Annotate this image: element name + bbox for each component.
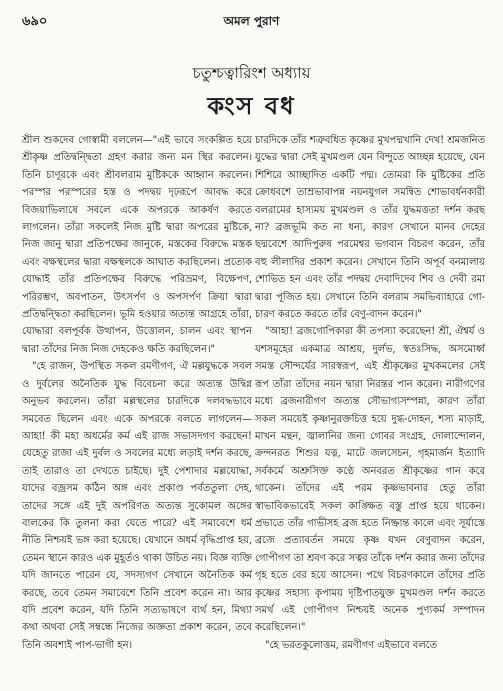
running-header: অমল পুরাণ	[223, 14, 280, 28]
paragraph: "আহা! ব্রজগোপিকারা কী তপস্যা করেছেন! শ্রী, ঐশ্বর্য ও যশসমূহের একমাত্র আশ্রয়, দুর্লভ, স্বতঃসিদ্ধ, অসমোর্ধ্ব সমস্ত সৌন্দর্যের সারস্বরূপ, এই শ্রীকৃষ্ণের মুখকমলের সেই রূপ তাঁরা তাঁদের নয়ন দ্বারা নিরন্তর পান করেন। নারীগণের মধ্যে ব্রজনারীগণ অত্যন্ত সৌভাগ্যসম্পন্না, কারণ তাঁরা সকল সময়েই কৃষ্ণানুরক্তচিত্ত হয়ে দুগ্ধ-দোহন, শস্য মাড়াই, মাখন মন্থন, জ্বালানির জন্য গোবর সংগ্রহ, দোলান্দোলন, ক্রন্দনরত শিশুর যত্ন, মাটে জলসেচন, গৃহমার্জন ইত্যাদি সর্বকর্মে অশ্রুসিক্ত কণ্ঠে অনবরত শ্রীকৃষ্ণের গান করে থাকেন। তাঁদের এই পরম কৃষ্ণভাবনার হেতু তাঁরা স্বাভাবিকভাবেই সকল কাঙ্ক্ষিত বস্তু প্রাপ্ত হয়ে থাকেন। প্রভাতে তাঁর গাভীসহ ব্রজ হতে নিষ্ক্রান্ত কালে এবং সূর্যাস্তে ব্রজে প্রত্যাবর্তন সময়ে কৃষ্ণ যখন বেণুবাদন করেন, গোপীগণ তা শ্রবণ করে সত্বর তাঁকে দর্শন করার জন্য তাঁদের গৃহ হতে বের হয়ে আসেন। পথে বিচরণকালে তাঁদের প্রতি কৃষ্ণের সহাস্য কৃপাময় দৃষ্টিপাতযুক্ত মুখমণ্ডল দর্শন করতে সমর্থ এই গোপীগণ নিশ্চয়ই অনেক পুণ্যকর্ম সম্পাদন করেছিলেন।"	[255, 326, 485, 634]
paragraph: "হে ভরতকুলোত্তম, রমণীগণ এইভাবে বলতে	[265, 639, 437, 651]
left-column	[22, 132, 252, 680]
paragraph: চারদিকে তাঁর শত্রুবধিত কৃষ্ণের মুখপদ্মখানি দেখ! শ্রমজনিত যুদ্ধের দ্বারা সেই মুখমণ্ডল যেন বিন্দুতে আচ্ছন্ন হয়েছে, যেন শিশিরে আচ্ছাদিত একটি পদ্ম। তোমরা কি মুষ্টিকের প্রতি ক্রোধবশে তাম্রভাবাপন্ন নয়নযুগল সমন্বিত শোভাবর্ধনকারী বলরামের হাস্যময় মুখমণ্ডল ও তাঁর যুদ্ধমত্ততা দর্শন করছ না? ব্রজভূমি কত না ধন্য, কারণ সেখানে মানব দেহের ছদ্মবেশে আদিপুরুষ পরমেশ্বর ভগবান বিচরণ করেন, তাঁর বহু লীলাদির প্রকাশ করেন। সেখানে তিনি অপূর্ব বনমালায় শোভিত হন এবং তাঁর পদদ্বয় দেবাদিদেব শিব ও দেবী রমা দ্বারা পূজিত হয়। সেখানে তিনি বলরাম সমভিব্যাহারে গো-চারণ করতে করতে তাঁর বেণু-বাদন করেন।"	[255, 135, 485, 321]
page-number: ৬৯০	[22, 14, 48, 29]
chapter-title: কংস বধ	[207, 91, 296, 120]
paragraph: শ্রীল শুকদেব গোস্বামী বললেন—"এই ভাবে সংকল্পিত হয়ে শ্রীকৃষ্ণ প্রতিদ্বন্দ্বিতা গ্রহণ করার জন্য মন স্থির করলেন। তিনি চাণূরকে এবং শ্রীবলরাম মুষ্টিককে আহ্বান করলেন। পরস্পর পরস্পরের হস্ত ও পদদ্বয় দৃঢ়রূপে আবদ্ধ করে বিজয়াভিলাষে সবলে একে অপরকে আকর্ষণ করতে লাগলেন। তাঁরা সকলেই নিজ মুষ্টি দ্বারা অপরের মুষ্টিকে, নিজ জানু দ্বারা প্রতিপক্ষের জানুকে, মস্তকের বিরুদ্ধে মস্তক এবং বক্ষস্থলের দ্বারা বক্ষস্থলকে আঘাত করছিলেন। প্রত্যেক যোদ্ধাই তাঁর প্রতিপক্ষের বিরুদ্ধে পরিভ্রমণ, বিক্ষেপণ, পরিরম্ভণ, অবপাতন, উৎসর্পণ ও অপসর্পণ ক্রিয়া দ্বারা প্রতিদ্বন্দ্বিতা করছিলেন। ভূমি হওয়ার অত্যন্ত আগ্রহে তাঁরা, যোদ্ধারা বলপূর্বক উত্থাপন, উত্তোলন, চালন এবং স্থাপন দ্বারা তাঁদের নিজ নিজ দেহকেও ক্ষতি করছিলেন।"	[22, 135, 252, 355]
paragraph: "হে রাজন, উপস্থিত সকল রমণীগণ, ঐ মল্লযুদ্ধকে সবল ও দুর্বলের অনৈতিক যুদ্ধ বিবেচনা করে অত্যন্ত উদ্বিগ্ন অনুভব করলেন। তাঁরা মল্লস্থলের চারদিকে দলবদ্ধভাবে সমবেত ছিলেন এবং একে অপরকে বলতে লাগলেন—আহা! কী মহা অধর্মের কর্ম এই রাজ সভাসদগণ করছেন! যেহেতু রাজা এই দুর্বল ও সবলের মধ্যে লড়াই দর্শন করছে, তাই তারাও তা দেখতে চাইছে। দুই পেশাদার মল্লযোদ্ধা, যাদের বজ্রসম কঠিন অঙ্গ এবং প্রকাণ্ড পর্বততুল্য দেহ, তাদের সঙ্গে এই দুই অপরিণত অত্যন্ত সুকোমল অঙ্গের বালকের কি তুলনা করা যেতে পারে? এই সমাবেশে ধর্ম নীতি নিশ্চয়ই ভঙ্গ করা হয়েছে। যেখানে অধর্ম বৃদ্ধিপ্রাপ্ত হয়, তেমন স্থানে কারও এক মুহূর্তও থাকা উচিত নয়। বিজ্ঞ ব্যক্তি যদি জানতে পারেন যে, সদস্যগণ সেখানে অনৈতিক কর্ম করছে, তবে তেমন সমাবেশে তিনি প্রবেশ করেন না। আর যদি প্রবেশ করেন, যদি তিনি সত্যভাষণে ব্যর্থ হন, মিথ্যা কথা অথবা সেই সম্বন্ধে নিজের অজ্ঞতা প্রকাশ করেন, তবে তিনি অবশ্যই পাপ-ভাগী হন।	[22, 361, 252, 651]
right-column	[255, 132, 485, 680]
chapter-number: চতুশ্চত্বারিংশ অধ্যায়	[192, 64, 311, 82]
